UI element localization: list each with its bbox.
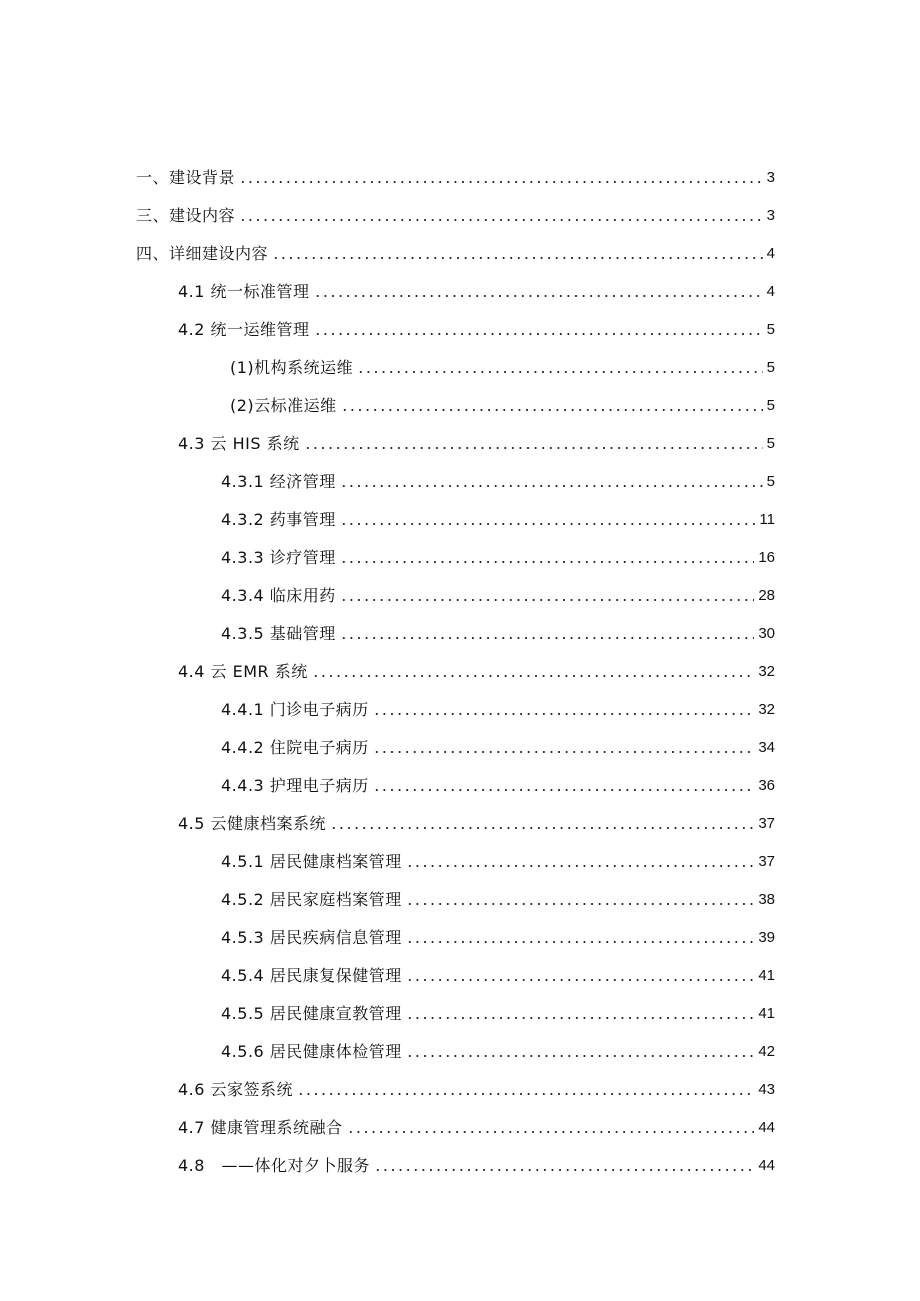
toc-dot-leader (406, 979, 755, 981)
toc-page-number: 44 (758, 1157, 775, 1174)
toc-entry-4-8[interactable] (178, 1150, 775, 1176)
toc-entry-content[interactable] (136, 200, 775, 226)
toc-page-number: 3 (766, 169, 775, 186)
toc-dot-leader (340, 637, 755, 639)
toc-entry-background[interactable] (136, 162, 775, 188)
toc-dot-leader (314, 333, 763, 335)
toc-entry-4-4[interactable] (178, 656, 775, 682)
toc-page-number: 16 (758, 549, 775, 566)
toc-entry-label: 4.5.6 居民健康体检管理 (221, 1042, 402, 1061)
toc-entry-detailed-content[interactable] (136, 238, 775, 264)
toc-page-number: 37 (758, 815, 775, 832)
toc-entry-label: 4.3.3 诊疗管理 (221, 548, 336, 567)
toc-entry-label: 4.3.1 经济管理 (221, 472, 336, 491)
toc-entry-label: 4.1 统一标准管理 (178, 282, 310, 301)
toc-page-number: 41 (758, 967, 775, 984)
toc-entry-4-3-4[interactable] (221, 580, 775, 606)
toc-page-number: 32 (758, 701, 775, 718)
toc-dot-leader (406, 941, 755, 943)
toc-entry-label: 4.5.4 居民康复保健管理 (221, 966, 402, 985)
toc-dot-leader (340, 523, 756, 525)
toc-entry-4-1[interactable] (178, 276, 775, 302)
toc-dot-leader (406, 1017, 755, 1019)
toc-entry-4-7[interactable] (178, 1112, 775, 1138)
toc-dot-leader (373, 713, 755, 715)
toc-entry-label: 4.3.4 临床用药 (221, 586, 336, 605)
toc-entry-label: 一、建设背景 (136, 168, 236, 187)
toc-dot-leader (357, 371, 762, 373)
toc-entry-4-5-1[interactable] (221, 846, 775, 872)
toc-dot-leader (406, 903, 755, 905)
toc-entry-label: 4.4.3 护理电子病历 (221, 776, 369, 795)
toc-dot-leader (347, 1131, 755, 1133)
toc-page-number: 4 (766, 245, 775, 262)
toc-entry-label: 4.6 云家签系统 (178, 1080, 294, 1099)
toc-entry-label: 4.5.3 居民疾病信息管理 (221, 928, 402, 947)
toc-entry-4-3-5[interactable] (221, 618, 775, 644)
toc-dot-leader (239, 219, 763, 221)
toc-entry-label: 4.2 统一运维管理 (178, 320, 310, 339)
toc-entry-4-3[interactable] (178, 428, 775, 454)
toc-page-number: 32 (758, 663, 775, 680)
toc-entry-4-5-2[interactable] (221, 884, 775, 910)
toc-entry-label: 4.5.2 居民家庭档案管理 (221, 890, 402, 909)
toc-entry-label: 4.3 云 HIS 系统 (178, 434, 300, 453)
toc-dot-leader (373, 751, 755, 753)
toc-page-number: 5 (766, 435, 775, 452)
toc-page-number: 41 (758, 1005, 775, 1022)
toc-page-number: 36 (758, 777, 775, 794)
toc-page-number: 28 (758, 587, 775, 604)
toc-page-number: 34 (758, 739, 775, 756)
toc-dot-leader (406, 865, 755, 867)
toc-entry-4-5[interactable] (178, 808, 775, 834)
toc-entry-label: 4.3.2 药事管理 (221, 510, 336, 529)
toc-entry-label: 4.4.2 住院电子病历 (221, 738, 369, 757)
toc-dot-leader (406, 1055, 755, 1057)
toc-page-number: 44 (758, 1119, 775, 1136)
toc-entry-label: 4.3.5 基础管理 (221, 624, 336, 643)
toc-page-number: 5 (766, 397, 775, 414)
toc-page-number: 4 (766, 283, 775, 300)
toc-entry-4-5-4[interactable] (221, 960, 775, 986)
toc-dot-leader (373, 789, 755, 791)
toc-page-number: 5 (766, 321, 775, 338)
toc-page-number: 37 (758, 853, 775, 870)
toc-page-number: 39 (758, 929, 775, 946)
toc-entry-4-5-3[interactable] (221, 922, 775, 948)
toc-dot-leader (272, 257, 763, 259)
toc-dot-leader (297, 1093, 754, 1095)
toc-entry-label: (2)云标准运维 (230, 396, 337, 415)
toc-page-number: 11 (759, 511, 775, 528)
toc-dot-leader (304, 447, 763, 449)
toc-page-number: 42 (758, 1043, 775, 1060)
toc-dot-leader (374, 1169, 754, 1171)
toc-entry-label: (1)机构系统运维 (230, 358, 354, 377)
toc-entry-label: 4.5.5 居民健康宣教管理 (221, 1004, 402, 1023)
toc-entry-4-2[interactable] (178, 314, 775, 340)
toc-page-number: 30 (758, 625, 775, 642)
toc-entry-4-4-3[interactable] (221, 770, 775, 796)
toc-dot-leader (340, 599, 755, 601)
toc-entry-4-2-2[interactable] (230, 390, 775, 416)
toc-dot-leader (330, 827, 754, 829)
toc-entry-label: 三、建设内容 (136, 206, 236, 225)
toc-page-number: 43 (758, 1081, 775, 1098)
toc-entry-4-5-6[interactable] (221, 1036, 775, 1062)
toc-entry-4-5-5[interactable] (221, 998, 775, 1024)
toc-entry-4-3-1[interactable] (221, 466, 775, 492)
toc-dot-leader (340, 485, 763, 487)
toc-dot-leader (312, 675, 755, 677)
toc-entry-4-2-1[interactable] (230, 352, 775, 378)
toc-entry-label: 4.4.1 门诊电子病历 (221, 700, 369, 719)
toc-entry-4-3-3[interactable] (221, 542, 775, 568)
toc-dot-leader (314, 295, 763, 297)
toc-dot-leader (341, 409, 763, 411)
toc-entry-4-4-1[interactable] (221, 694, 775, 720)
toc-page-number: 3 (766, 207, 775, 224)
toc-entry-4-6[interactable] (178, 1074, 775, 1100)
toc-entry-label: 4.8 ——体化对夕卜服务 (178, 1156, 370, 1175)
toc-page-number: 5 (766, 359, 775, 376)
toc-page-number: 5 (766, 473, 775, 490)
toc-dot-leader (340, 561, 755, 563)
toc-page-number: 38 (758, 891, 775, 908)
toc-entry-label: 4.7 健康管理系统融合 (178, 1118, 343, 1137)
toc-entry-label: 4.5 云健康档案系统 (178, 814, 327, 833)
toc-entry-4-4-2[interactable] (221, 732, 775, 758)
toc-entry-label: 4.5.1 居民健康档案管理 (221, 852, 402, 871)
toc-entry-label: 四、详细建设内容 (136, 244, 269, 263)
toc-entry-4-3-2[interactable] (221, 504, 775, 530)
toc-dot-leader (239, 181, 763, 183)
toc-entry-label: 4.4 云 EMR 系统 (178, 662, 308, 681)
